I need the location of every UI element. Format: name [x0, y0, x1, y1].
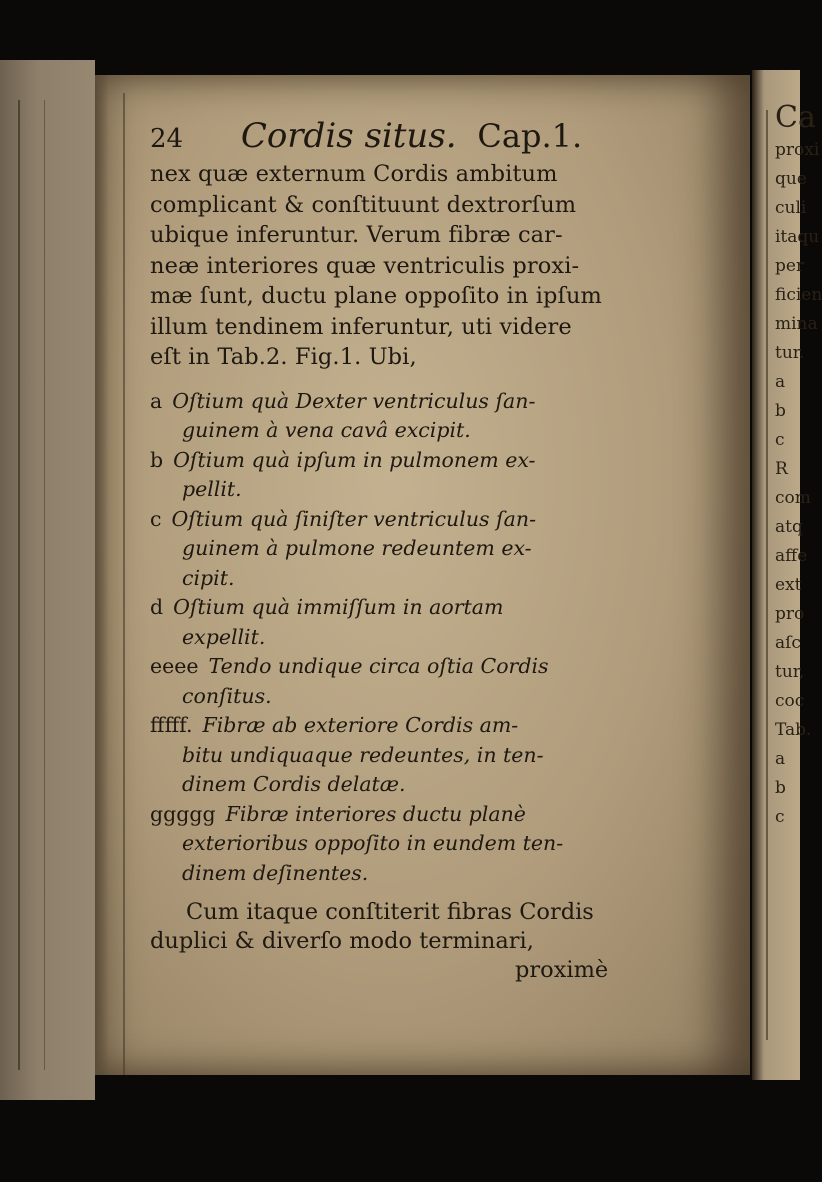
- legend-text: cipit.: [182, 565, 235, 590]
- right-page-fragments: [775, 100, 822, 832]
- left-page-rule: [18, 100, 20, 1070]
- text-line: illum tendinem inferuntur, uti videre: [150, 313, 572, 340]
- right-fragment: c: [775, 807, 785, 827]
- text-line: ubique inferuntur. Verum fibræ car-: [150, 222, 563, 248]
- text-line: duplici & diverſo modo terminari,: [150, 928, 534, 954]
- right-fragment: pro: [775, 604, 805, 624]
- right-fragment: affe: [775, 546, 808, 566]
- legend-text: bitu undiquaque redeuntes, in ten-: [182, 742, 544, 767]
- legend-key: fffff.: [150, 713, 193, 737]
- text-line: eſt in Tab.2. Fig.1. Ubi,: [150, 344, 417, 370]
- paragraph-2: [150, 898, 670, 985]
- legend-key: eeee: [150, 654, 199, 678]
- text-line: Cum itaque conſtiterit fibras Cordis: [186, 899, 594, 925]
- legend-text: guinem à vena cavâ excipit.: [182, 418, 471, 442]
- legend-text: Oſtium quà immiſſum in aortam: [173, 595, 504, 619]
- right-fragment: coc: [775, 691, 805, 711]
- right-fragment: a: [775, 749, 786, 769]
- legend-item-e: [150, 652, 670, 711]
- catchword: proximè: [515, 957, 609, 983]
- legend-key: ggggg: [150, 801, 216, 826]
- running-header: [150, 115, 670, 157]
- text-line: mæ ſunt, ductu plane oppoſito in ipſum: [150, 283, 602, 309]
- right-fragment: b: [775, 401, 786, 421]
- chapter-label: Cap.1.: [477, 117, 583, 155]
- legend-text: pellit.: [182, 477, 242, 501]
- right-fragment: a: [775, 372, 786, 392]
- left-page-edge: [0, 60, 95, 1100]
- legend-key: c: [150, 506, 162, 531]
- page-border-line: [123, 93, 125, 1075]
- right-page-rule: [766, 110, 768, 1040]
- right-fragment: atq: [775, 517, 803, 537]
- right-fragment: ext: [775, 575, 802, 595]
- running-title: Cordis situs.: [240, 116, 457, 156]
- paragraph-1: [150, 159, 670, 373]
- legend-item-a: [150, 387, 670, 446]
- legend-text: exterioribus oppoſito in eundem ten-: [182, 831, 564, 855]
- legend-text: guinem à pulmone redeuntem ex-: [182, 536, 532, 560]
- right-fragment: tur,: [775, 662, 805, 682]
- legend-item-c: [150, 505, 670, 594]
- figure-legend: [150, 387, 670, 889]
- legend-item-g: [150, 800, 670, 889]
- right-fragment: Ca: [775, 100, 816, 135]
- right-fragment: b: [775, 778, 786, 798]
- legend-item-d: [150, 593, 670, 652]
- right-fragment: Tab.: [775, 720, 812, 740]
- legend-key: a: [150, 388, 163, 413]
- text-line: nex quæ externum Cordis ambitum: [150, 161, 558, 187]
- text-line: complicant & conſtituunt dextrorſum: [150, 191, 577, 218]
- right-fragment: itaqu: [775, 227, 820, 247]
- text-line: neæ interiores quæ ventriculis proxi-: [150, 252, 580, 279]
- page-number: 24: [150, 124, 184, 154]
- right-fragment: proxi: [775, 140, 820, 160]
- right-fragment: ficien: [775, 285, 822, 305]
- legend-item-b: [150, 446, 670, 505]
- legend-text: Oſtium quà ſiniſter ventriculus ſan-: [171, 506, 536, 531]
- legend-text: dinem deſinentes.: [182, 860, 369, 885]
- right-fragment: R: [775, 459, 788, 479]
- legend-key: d: [150, 595, 164, 619]
- legend-text: Oſtium quà ipſum in pulmonem ex-: [173, 447, 536, 472]
- right-fragment: que: [775, 169, 807, 189]
- right-fragment: mina: [775, 314, 818, 334]
- right-fragment: tur.: [775, 343, 805, 363]
- right-fragment: aſc: [775, 633, 801, 653]
- legend-text: Tendo undique circa oſtia Cordis: [208, 654, 549, 678]
- legend-text: Fibræ ab exteriore Cordis am-: [202, 713, 519, 737]
- right-fragment: culi: [775, 198, 807, 218]
- legend-text: expellit.: [182, 624, 266, 649]
- legend-text: Oſtium quà Dexter ventriculus ſan-: [172, 388, 536, 413]
- page-gutter-shadow: [95, 75, 109, 1075]
- right-fragment: com: [775, 488, 811, 508]
- left-page-rule-inner: [44, 100, 45, 1070]
- legend-text: Fibræ interiores ductu planè: [225, 801, 526, 826]
- page-text: [150, 115, 670, 985]
- legend-key: b: [150, 447, 164, 472]
- right-fragment: per: [775, 256, 805, 276]
- legend-text: conſitus.: [182, 683, 272, 708]
- right-fragment: c: [775, 430, 785, 450]
- legend-text: dinem Cordis delatæ.: [182, 772, 406, 796]
- legend-item-f: [150, 711, 670, 800]
